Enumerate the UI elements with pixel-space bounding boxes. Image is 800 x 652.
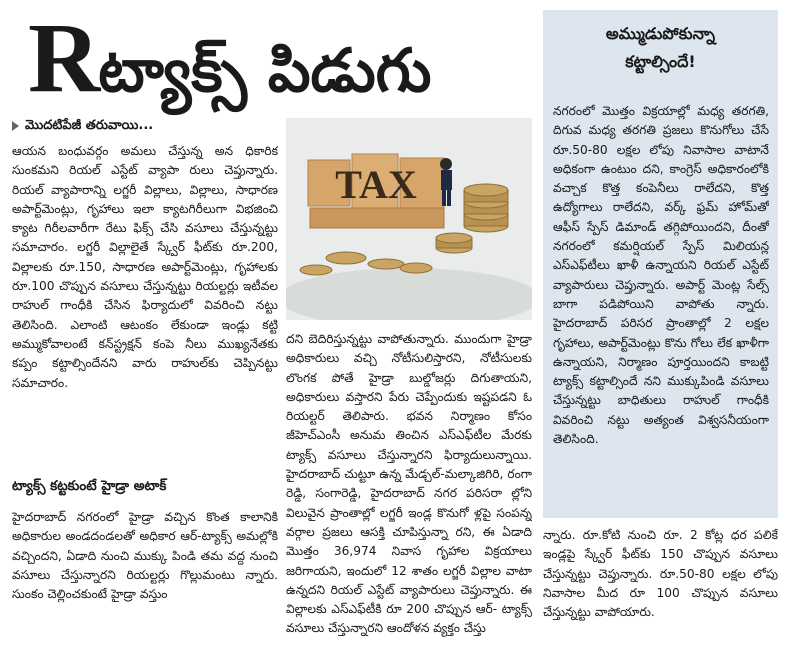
tax-label: TAX	[335, 162, 417, 207]
body-paragraph: న్నారు. రూ.కోటి నుంచి రూ. 2 కోట్ల ధర పలికే ఇండ్లపై స్క్వేర్ ఫీట్‌కు 150 చొప్పున వసూలు చేస్తున్నట్టు చెప్తున్నారు. రూ.50-80 లక్షల లోపు నివాసాల మీద రూ 100 చొప్పున వసూలు చేస్తున్నట్టు వాపోయారు.	[543, 528, 778, 620]
body-paragraph: నగరంలో మొత్తం విక్రయాల్లో మధ్య తరగతి, దిగువ మధ్య తరగతి ప్రజలు కొనుగోలు చేసే రూ.50-80 లక్షల లోపు నివాసాల వాటానే అధికంగా ఉంటుం దని, కాంగ్రెస్ అధికారంలోకి వచ్చాక కొత్త కంపెనీలు రాలేదని, కొత్త ఉద్యోగాలు రాలేదని, వర్క్ ఫ్రమ్ హోమ్‌తో ఆఫీస్ స్పేస్ డిమాండ్ తగ్గిపోయిందని, దీంతో నగరంలో కమర్షియల్ స్పేస్ మిలియన్ల ఎస్ఎఫ్‌టీలు ఖాళీ ఉన్నాయని రియల్ ఎస్టేట్ వ్యాపారులు చెప్తున్నారు. అపార్ట్ మెంట్ల సేల్స్ బాగా పడిపోయిని వాపోతు న్నారు. హైదరాబాద్ పరిసర ప్రాంతాల్లో 2 లక్షల గృహాలు, అపార్ట్‌మెంట్లు కొను గోలు లేక ఖాళీగా ఉన్నాయని, నిర్మాణం పూర్తయిందని కాబట్టి ట్యాక్స్ కట్టాల్సిందే నని ముక్కుపిండి వసూలు చేస్తున్నట్టు బాధితులు రాహుల్ గాంధీకి వివరించి నట్టు అత్యంత విశ్వసనీయంగా తెలిసింది.	[553, 104, 769, 447]
triangle-arrow-icon	[12, 121, 19, 131]
article-column-2	[286, 330, 532, 648]
sidebar-box	[543, 10, 778, 518]
kicker	[12, 118, 153, 136]
body-paragraph: హైదరాబాద్ నగరంలో హైడ్రా వచ్చిన కొంత కాలానికి అధికారుల అండదండలతో అధికార ఆర్-ట్యాక్స్ అమల్లోకి వచ్చిందని, ఏడాది నుంచి ముక్కు పిండి తమ వద్ద నుంచి వసూలు చేస్తున్నారని రియల్టర్లు గొల్లుమంటు న్నారు. సుంకం చెల్లించకుంటే హైడ్రా వస్తుం	[12, 510, 278, 602]
tax-blocks-illustration	[286, 118, 532, 320]
sidebar-title-line-2: కట్టాల్సిందే!	[625, 52, 696, 71]
article-column-1-continued	[12, 508, 278, 646]
sidebar-text	[553, 102, 769, 510]
article-column-1	[12, 142, 278, 467]
headline-text: ట్యాక్స్ పిడుగు	[98, 36, 432, 106]
wooden-blocks	[308, 154, 444, 228]
article-column-3-continued	[543, 526, 778, 646]
sidebar-title	[543, 10, 778, 76]
sidebar-title-line-1: అమ్ముడుపోకున్నా	[605, 24, 716, 43]
body-paragraph: దని బెదిరిస్తున్నట్టు వాపోతున్నారు. ముందుగా హైడ్రా అధికారులు వచ్చి నోటీసులిస్తారని, నోటీసులకు లొంగక పోతే హైడ్రా బుల్డోజర్లు దిగుతాయని, అధికారులు వస్తారని పేరు చెప్పేందుకు ఇష్టపడని ఓ రియల్టర్ తెలిపారు. భవన నిర్మాణం కోసం జీహెచ్ఎంసీ అనుమ తించిన ఎస్ఎఫ్‌టీల మేరకు ట్యాక్స్ వసూలు చేస్తున్నారని ఫిర్యాదులున్నాయి. హైదరాబాద్ చుట్టూ ఉన్న మేడ్చల్-మల్కాజిగిరి, రంగా రెడ్డి, సంగారెడ్డి, హైదరాబాద్ నగర పరిసరా ల్లోని విలువైన ప్రాంతాల్లో లగ్జరీ ఇండ్ల కొనుగో ళ్లపై సంపన్న వర్గాల ప్రజలు ఆసక్తి చూపిస్తున్నా రని, ఈ ఏడాది మొత్తం 36,974 నివాస గృహాల విక్రయాలు జరిగాయని, ఇందులో 12 శాతం లగ్జరీ విల్లాల వాటా ఉన్నదని రియల్ ఎస్టేట్ వ్యాపారులు చెప్తున్నారు. ఈ విల్లాలకు ఎస్ఎఫ్‌టీకి రూ 200 చొప్పున ఆర్- ట్యాక్స్ వసూలు చేస్తున్నారని ఆందోళన వ్యక్తం చేస్తు	[286, 332, 532, 636]
tax-photo	[286, 118, 532, 320]
headline-letter: R	[28, 2, 99, 113]
headline	[28, 4, 528, 112]
subheading: ట్యాక్స్ కట్టకుంటే హైడ్రా అటాక్	[12, 478, 167, 494]
body-paragraph: ఆయన బంధువర్గం అమలు చేస్తున్న అన ధికారిక సుంకమని రియల్ ఎస్టేట్ వ్యాపా రులు చెప్తున్నారు. రియల్ వ్యాపారాన్ని లగ్జరీ విల్లాలు, విల్లాలు, సాధారణ అపార్ట్‌మెంట్లు, గృహాలు ఇలా క్యాటగిరీలుగా విభజించి క్యాట గిరీలవారీగా రేటు ఫిక్స్ చేసి వసూలు చేస్తున్నట్టు సమాచారం. లగ్జరీ విల్లాలైతే స్క్వేర్ ఫీట్‌కు రూ.200, విల్లాలకు రూ.150, సాధారణ అపార్ట్‌మెంట్లు, గృహాలకు రూ.100 చొప్పున వసూలు చేస్తున్నట్టు రియల్టర్లు ఇటీవల రాహుల్ గాంధీకి చేసిన ఫిర్యాదులో వివరించి నట్టు తెలిసింది. ఎలాంటి ఆటంకం లేకుండా ఇండ్లు కట్టి అమ్ముకోవాలంటే కన్‌స్ట్రక్షన్ కంపె నీలు ముఖ్యనేతకు కప్పం కట్టాల్సిందేనని వారు రాహుల్‌కు చెప్పినట్టు సమాచారం.	[12, 144, 278, 390]
kicker-text: మొదటిపేజీ తరువాయి...	[25, 118, 154, 133]
